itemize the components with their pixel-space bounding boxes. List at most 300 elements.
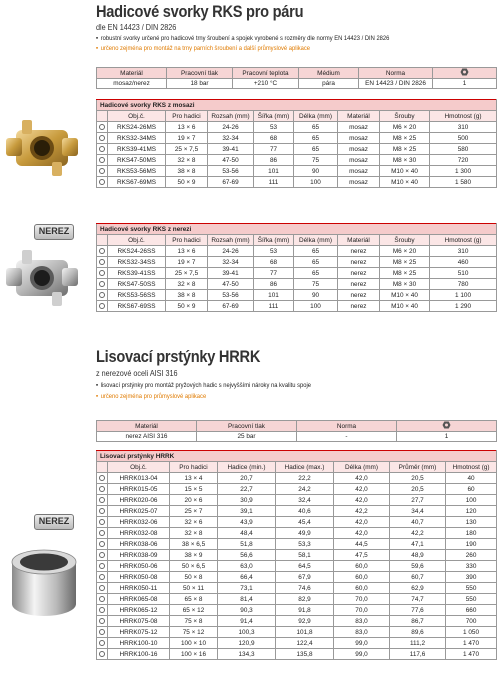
table-cell: 60,0 <box>334 583 390 594</box>
column-header: Hadice (min.) <box>218 462 276 473</box>
table-cell: mosaz <box>338 122 380 133</box>
radio-icon[interactable] <box>99 486 105 492</box>
table-cell: 32 × 8 <box>170 528 218 539</box>
table-cell: HRRK075-08 <box>108 616 170 627</box>
table-cell: nerez <box>338 268 380 279</box>
table-cell: nerez <box>338 290 380 301</box>
table-cell: 32-34 <box>208 257 254 268</box>
radio-icon[interactable] <box>99 259 105 265</box>
hrrk-bullet-2: ▪ určeno zejména pro průmyslové aplikace <box>96 393 207 400</box>
table-cell: HRRK032-08 <box>108 528 170 539</box>
table-cell: 13 × 6 <box>166 122 208 133</box>
table-cell: HRRK100-10 <box>108 638 170 649</box>
table-cell: HRRK050-11 <box>108 583 170 594</box>
hrrk-bullet-1: ▪ lisovací prstýnky pro montáž pryžových hadic s nejvyššími nároky na kvalitu spoje <box>96 382 311 389</box>
table-row <box>97 122 497 133</box>
radio-icon[interactable] <box>99 651 105 657</box>
table-cell: M8 × 25 <box>380 133 430 144</box>
radio-icon[interactable] <box>99 629 105 635</box>
table-row <box>97 246 497 257</box>
row-select-radio[interactable] <box>97 550 108 561</box>
table-cell: 90,3 <box>218 605 276 616</box>
table-cell: 20,5 <box>390 473 446 484</box>
row-select-radio[interactable] <box>97 279 108 290</box>
table-cell: HRRK065-12 <box>108 605 170 616</box>
table-cell: 48,9 <box>390 550 446 561</box>
rks-brass-title: Hadicové svorky RKS z mosazi <box>97 100 497 111</box>
radio-icon[interactable] <box>99 157 105 163</box>
table-cell: 50 × 11 <box>170 583 218 594</box>
table-row <box>97 290 497 301</box>
table-cell: nerez <box>338 301 380 312</box>
rks-subtitle: dle EN 14423 / DIN 2826 <box>96 22 177 32</box>
table-cell: 90 <box>294 166 338 177</box>
table-cell: HRRK100-16 <box>108 649 170 660</box>
table-cell: 1 100 <box>430 290 497 301</box>
table-cell: 101 <box>254 166 294 177</box>
table-cell: 550 <box>446 594 497 605</box>
table-cell: HRRK038-06 <box>108 539 170 550</box>
column-header: Šrouby <box>380 111 430 122</box>
table-cell: 39-41 <box>208 268 254 279</box>
table-cell: RKS24-26MS <box>108 122 166 133</box>
table-cell: 1 050 <box>446 627 497 638</box>
row-select-radio[interactable] <box>97 638 108 649</box>
rks-brass-table <box>96 99 497 188</box>
table-cell: 65 <box>294 268 338 279</box>
rks-bullet-2: ▪ určeno zejména pro montáž na trny parních šroubení a další průmyslové aplikace <box>96 45 311 52</box>
table-cell: 190 <box>446 539 497 550</box>
table-cell: 117,6 <box>390 649 446 660</box>
radio-icon[interactable] <box>99 574 105 580</box>
table-cell: 65 × 8 <box>170 594 218 605</box>
table-cell: 92,9 <box>276 616 334 627</box>
row-select-radio[interactable] <box>97 257 108 268</box>
table-row <box>97 539 497 550</box>
column-header: Šířka (mm) <box>254 235 294 246</box>
hrrk-spec-table <box>96 420 497 442</box>
table-cell: 38 × 6,5 <box>170 539 218 550</box>
table-cell: 53 <box>254 122 294 133</box>
table-cell: 47,1 <box>390 539 446 550</box>
table-row <box>97 177 497 188</box>
table-row <box>97 166 497 177</box>
table-row <box>97 649 497 660</box>
table-cell: 20,5 <box>390 484 446 495</box>
table-cell: 330 <box>446 561 497 572</box>
radio-icon[interactable] <box>99 135 105 141</box>
table-cell: 70,0 <box>334 594 390 605</box>
table-cell: 62,9 <box>390 583 446 594</box>
table-cell: 51,8 <box>218 539 276 550</box>
row-select-radio[interactable] <box>97 484 108 495</box>
hrrk-subtitle: z nerezové oceli AISI 316 <box>96 368 178 378</box>
table-cell: 135,8 <box>276 649 334 660</box>
table-cell: 50 × 8 <box>170 572 218 583</box>
spec-value: 18 bar <box>167 79 233 89</box>
row-select-radio[interactable] <box>97 561 108 572</box>
table-cell: 34,4 <box>390 506 446 517</box>
table-cell: 86 <box>254 155 294 166</box>
spec-value: EN 14423 / DIN 2826 <box>359 79 433 89</box>
hrrk-title: Lisovací prstýnky HRRK <box>96 347 261 366</box>
table-cell: 99,0 <box>334 649 390 660</box>
table-cell: 101,8 <box>276 627 334 638</box>
spec-header: Médium <box>299 68 359 79</box>
table-cell: 60,7 <box>390 572 446 583</box>
table-cell: 67,9 <box>276 572 334 583</box>
table-row <box>97 550 497 561</box>
table-row <box>97 594 497 605</box>
table-cell: 130 <box>446 517 497 528</box>
table-cell: 1 290 <box>430 301 497 312</box>
row-select-radio[interactable] <box>97 473 108 484</box>
radio-icon[interactable] <box>99 618 105 624</box>
table-cell: M10 × 40 <box>380 177 430 188</box>
table-row <box>97 638 497 649</box>
nerez-badge: NEREZ <box>34 514 74 530</box>
radio-icon[interactable] <box>99 292 105 298</box>
table-cell: 75 <box>294 279 338 290</box>
rks-steel-title: Hadicové svorky RKS z nerezi <box>97 224 497 235</box>
table-cell: RKS39-41MS <box>108 144 166 155</box>
table-cell: 77 <box>254 144 294 155</box>
table-cell: 42,0 <box>334 517 390 528</box>
row-select-radio[interactable] <box>97 517 108 528</box>
table-cell: 13 × 6 <box>166 246 208 257</box>
column-header: Materiál <box>338 235 380 246</box>
table-cell: 74,6 <box>276 583 334 594</box>
table-cell: 25 × 7,5 <box>166 268 208 279</box>
table-row <box>97 605 497 616</box>
table-row <box>97 506 497 517</box>
table-cell: 50 × 9 <box>166 177 208 188</box>
table-cell: 40,6 <box>276 506 334 517</box>
table-cell: 58,1 <box>276 550 334 561</box>
table-cell: mosaz <box>338 144 380 155</box>
table-cell: HRRK065-08 <box>108 594 170 605</box>
row-select-radio[interactable] <box>97 627 108 638</box>
radio-icon[interactable] <box>99 541 105 547</box>
radio-icon[interactable] <box>99 168 105 174</box>
table-row <box>97 495 497 506</box>
table-cell: 99,0 <box>334 638 390 649</box>
table-cell: 310 <box>430 122 497 133</box>
table-cell: 390 <box>446 572 497 583</box>
table-cell: 75 × 8 <box>170 616 218 627</box>
table-cell: 47,5 <box>334 550 390 561</box>
table-cell: HRRK013-04 <box>108 473 170 484</box>
table-row <box>97 144 497 155</box>
table-cell: 89,6 <box>390 627 446 638</box>
table-row <box>97 473 497 484</box>
radio-icon[interactable] <box>99 146 105 152</box>
radio-icon[interactable] <box>99 303 105 309</box>
radio-icon[interactable] <box>99 248 105 254</box>
spec-value: 1 <box>397 432 497 442</box>
table-cell: 120 <box>446 506 497 517</box>
row-select-radio[interactable] <box>97 583 108 594</box>
table-cell: 19 × 7 <box>166 133 208 144</box>
table-cell: RKS47-50SS <box>108 279 166 290</box>
table-cell: 38 × 8 <box>166 166 208 177</box>
table-cell: 59,6 <box>390 561 446 572</box>
table-cell: 53 <box>254 246 294 257</box>
row-select-radio[interactable] <box>97 166 108 177</box>
hex-nut-icon <box>433 68 497 79</box>
table-cell: 64,5 <box>276 561 334 572</box>
row-select-radio[interactable] <box>97 246 108 257</box>
radio-icon[interactable] <box>99 508 105 514</box>
ferrule-image <box>6 540 82 626</box>
table-cell: 86 <box>254 279 294 290</box>
radio-icon[interactable] <box>99 497 105 503</box>
table-cell: RKS47-50MS <box>108 155 166 166</box>
table-cell: 65 <box>294 133 338 144</box>
row-select-radio[interactable] <box>97 290 108 301</box>
table-cell: 90 <box>294 290 338 301</box>
table-cell: RKS24-26SS <box>108 246 166 257</box>
table-cell: 68 <box>254 257 294 268</box>
table-cell: 68 <box>254 133 294 144</box>
row-select-radio[interactable] <box>97 605 108 616</box>
column-header: Pro hadici <box>166 111 208 122</box>
column-header: Délka (mm) <box>294 111 338 122</box>
table-cell: 40,7 <box>390 517 446 528</box>
table-row <box>97 268 497 279</box>
row-select-radio[interactable] <box>97 301 108 312</box>
rks-spec-table <box>96 67 497 89</box>
brass-clamp-image <box>2 112 82 184</box>
table-row <box>97 627 497 638</box>
table-cell: 32 × 8 <box>166 279 208 290</box>
table-cell: 700 <box>446 616 497 627</box>
table-cell: 50 × 6,5 <box>170 561 218 572</box>
spec-value: pára <box>299 79 359 89</box>
table-cell: 1 470 <box>446 649 497 660</box>
row-select-radio[interactable] <box>97 594 108 605</box>
hrrk-table-title: Lisovací prstýnky HRRK <box>97 451 497 462</box>
table-cell: HRRK032-06 <box>108 517 170 528</box>
table-cell: 42,2 <box>334 506 390 517</box>
table-cell: 50 × 9 <box>166 301 208 312</box>
table-cell: 65 <box>294 246 338 257</box>
table-cell: 38 × 9 <box>170 550 218 561</box>
table-cell: 49,9 <box>276 528 334 539</box>
table-cell: 22,2 <box>276 473 334 484</box>
radio-icon[interactable] <box>99 124 105 130</box>
radio-icon[interactable] <box>99 563 105 569</box>
table-cell: 53-56 <box>208 166 254 177</box>
table-cell: M10 × 40 <box>380 166 430 177</box>
table-row <box>97 572 497 583</box>
radio-icon[interactable] <box>99 596 105 602</box>
table-cell: mosaz <box>338 177 380 188</box>
table-cell: 65 <box>294 144 338 155</box>
table-cell: 91,8 <box>276 605 334 616</box>
table-cell: 40 <box>446 473 497 484</box>
table-cell: 75 × 12 <box>170 627 218 638</box>
table-cell: M8 × 25 <box>380 257 430 268</box>
table-cell: 1 580 <box>430 177 497 188</box>
table-cell: RKS32-34SS <box>108 257 166 268</box>
table-cell: 24-26 <box>208 246 254 257</box>
table-cell: 13 × 4 <box>170 473 218 484</box>
table-row <box>97 583 497 594</box>
spec-header: Norma <box>359 68 433 79</box>
table-cell: HRRK075-12 <box>108 627 170 638</box>
table-cell: 19 × 7 <box>166 257 208 268</box>
table-cell: 43,9 <box>218 517 276 528</box>
table-cell: 100 × 10 <box>170 638 218 649</box>
table-row <box>97 301 497 312</box>
table-row <box>97 517 497 528</box>
radio-icon[interactable] <box>99 475 105 481</box>
table-row <box>97 155 497 166</box>
table-cell: 44,5 <box>334 539 390 550</box>
hrrk-table <box>96 450 497 660</box>
radio-icon[interactable] <box>99 530 105 536</box>
table-cell: 30,9 <box>218 495 276 506</box>
column-header: Obj.č. <box>108 462 170 473</box>
radio-icon[interactable] <box>99 519 105 525</box>
spec-value: 1 <box>433 79 497 89</box>
row-select-radio[interactable] <box>97 495 108 506</box>
table-cell: 101 <box>254 290 294 301</box>
row-select-radio[interactable] <box>97 122 108 133</box>
radio-icon[interactable] <box>99 640 105 646</box>
table-cell: 660 <box>446 605 497 616</box>
table-cell: 32,4 <box>276 495 334 506</box>
table-cell: HRRK038-09 <box>108 550 170 561</box>
column-header: Délka (mm) <box>334 462 390 473</box>
column-header: Šířka (mm) <box>254 111 294 122</box>
column-header: Průměr (mm) <box>390 462 446 473</box>
column-header: Rozsah (mm) <box>208 235 254 246</box>
spec-header: Materiál <box>97 68 167 79</box>
table-cell: 111 <box>254 301 294 312</box>
table-cell: 74,7 <box>390 594 446 605</box>
spec-header: Pracovní teplota <box>233 68 299 79</box>
table-cell: HRRK015-05 <box>108 484 170 495</box>
spec-value: 25 bar <box>197 432 297 442</box>
table-cell: 500 <box>430 133 497 144</box>
column-header: Pro hadici <box>166 235 208 246</box>
table-cell: RKS32-34MS <box>108 133 166 144</box>
table-cell: nerez <box>338 279 380 290</box>
table-cell: 22,7 <box>218 484 276 495</box>
table-cell: RKS67-69SS <box>108 301 166 312</box>
row-select-radio[interactable] <box>97 528 108 539</box>
row-select-radio[interactable] <box>97 616 108 627</box>
table-cell: 510 <box>430 268 497 279</box>
row-select-radio[interactable] <box>97 155 108 166</box>
table-cell: 20 × 6 <box>170 495 218 506</box>
row-select-radio[interactable] <box>97 506 108 517</box>
table-cell: 25 × 7,5 <box>166 144 208 155</box>
table-cell: 67-69 <box>208 177 254 188</box>
table-cell: 65 <box>294 122 338 133</box>
column-header: Rozsah (mm) <box>208 111 254 122</box>
spec-header: Norma <box>297 421 397 432</box>
table-cell: 81,4 <box>218 594 276 605</box>
table-cell: 63,0 <box>218 561 276 572</box>
table-row <box>97 257 497 268</box>
nerez-badge: NEREZ <box>34 224 74 240</box>
table-cell: 42,2 <box>390 528 446 539</box>
table-cell: M6 × 20 <box>380 246 430 257</box>
column-header: Obj.č. <box>108 235 166 246</box>
radio-icon[interactable] <box>99 607 105 613</box>
spec-header: Pracovní tlak <box>167 68 233 79</box>
table-row <box>97 528 497 539</box>
table-cell: 60,0 <box>334 561 390 572</box>
table-row <box>97 616 497 627</box>
table-cell: 20,7 <box>218 473 276 484</box>
row-select-radio[interactable] <box>97 133 108 144</box>
table-cell: M6 × 20 <box>380 122 430 133</box>
table-cell: 77,6 <box>390 605 446 616</box>
table-cell: 65 × 12 <box>170 605 218 616</box>
row-select-radio[interactable] <box>97 572 108 583</box>
table-cell: 580 <box>430 144 497 155</box>
table-cell: 15 × 5 <box>170 484 218 495</box>
radio-icon[interactable] <box>99 281 105 287</box>
row-select-radio[interactable] <box>97 649 108 660</box>
column-header: Délka (mm) <box>294 235 338 246</box>
table-cell: RKS39-41SS <box>108 268 166 279</box>
column-header: Pro hadici <box>170 462 218 473</box>
rks-steel-table <box>96 223 497 312</box>
table-cell: mosaz <box>338 155 380 166</box>
table-cell: 460 <box>430 257 497 268</box>
table-cell: 86,7 <box>390 616 446 627</box>
radio-icon[interactable] <box>99 179 105 185</box>
spec-value: nerez AISI 316 <box>97 432 197 442</box>
radio-icon[interactable] <box>99 270 105 276</box>
row-select-radio[interactable] <box>97 144 108 155</box>
table-cell: 24,2 <box>276 484 334 495</box>
table-cell: M8 × 25 <box>380 144 430 155</box>
column-header: Materiál <box>338 111 380 122</box>
row-select-radio[interactable] <box>97 268 108 279</box>
table-cell: HRRK020-06 <box>108 495 170 506</box>
table-cell: 111 <box>254 177 294 188</box>
table-cell: 66,4 <box>218 572 276 583</box>
table-cell: HRRK050-08 <box>108 572 170 583</box>
rks-bullet-1: ▪ robustní svorky určené pro hadicové trny šroubení a spojek vyrobené s rozměry dle normy EN 14423 / DIN 2826 <box>96 35 390 42</box>
column-header: Hmotnost (g) <box>446 462 497 473</box>
table-cell: 39,1 <box>218 506 276 517</box>
radio-icon[interactable] <box>99 585 105 591</box>
table-cell: 42,0 <box>334 484 390 495</box>
radio-icon[interactable] <box>99 552 105 558</box>
table-row <box>97 279 497 290</box>
column-header: Hmotnost (g) <box>430 235 497 246</box>
table-cell: 53,3 <box>276 539 334 550</box>
table-cell: 550 <box>446 583 497 594</box>
table-cell: 780 <box>430 279 497 290</box>
table-cell: HRRK025-07 <box>108 506 170 517</box>
row-select-radio[interactable] <box>97 539 108 550</box>
table-cell: 42,0 <box>334 495 390 506</box>
table-cell: 60,0 <box>334 572 390 583</box>
table-cell: 100 × 16 <box>170 649 218 660</box>
table-row <box>97 561 497 572</box>
table-cell: M10 × 40 <box>380 290 430 301</box>
table-cell: 27,7 <box>390 495 446 506</box>
row-select-radio[interactable] <box>97 177 108 188</box>
